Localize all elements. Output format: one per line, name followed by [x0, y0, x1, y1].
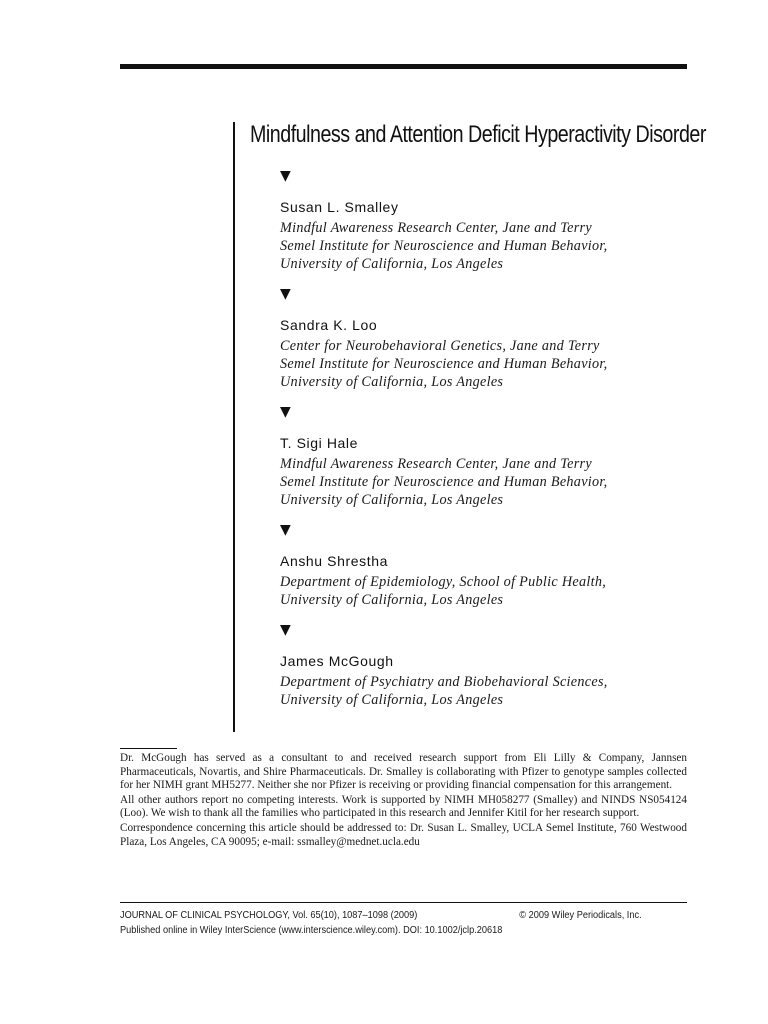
affiliation-line: Semel Institute for Neuroscience and Human Behavior,	[280, 238, 608, 254]
footnote-acknowledgment: All other authors report no competing interests. Work is supported by NIMH MH058277 (Smalley) and NINDS NS054124 (Loo). We wish to thank all the families who participated in this research and Jennifer Kitil for her research support.	[120, 793, 687, 820]
journal-citation: JOURNAL OF CLINICAL PSYCHOLOGY, Vol. 65(10), 1087–1098 (2009)	[120, 910, 418, 921]
triangle-marker-icon: ▼	[280, 622, 291, 638]
triangle-marker-icon: ▼	[280, 286, 291, 302]
author-affiliation	[280, 219, 700, 273]
author-affiliation	[280, 337, 700, 391]
affiliation-line: University of California, Los Angeles	[280, 256, 504, 272]
footnotes	[120, 752, 687, 850]
affiliation-line: Department of Epidemiology, School of Public Health,	[280, 574, 607, 590]
affiliation-line: University of California, Los Angeles	[280, 492, 504, 508]
affiliation-line: Center for Neurobehavioral Genetics, Jane and Terry	[280, 338, 600, 354]
author-name: Sandra K. Loo	[280, 317, 378, 333]
author-name: T. Sigi Hale	[280, 435, 359, 451]
footer-rule	[120, 902, 687, 903]
affiliation-line: University of California, Los Angeles	[280, 592, 504, 608]
author-block	[280, 283, 700, 391]
published-online-line: Published online in Wiley InterScience (www.interscience.wiley.com). DOI: 10.1002/jclp.20618	[120, 925, 503, 936]
footnote-disclosure: Dr. McGough has served as a consultant to and received research support from Eli Lilly & Company, Jannsen Pharmaceuticals, Novartis, and Shire Pharmaceuticals. Dr. Smalley is collaborating with Pfizer to genotype samples collected for her NIMH grant MH5277. Neither she nor Pfizer is receiving or providing financial compensation for this arrangement.	[120, 752, 687, 792]
affiliation-line: University of California, Los Angeles	[280, 374, 504, 390]
author-block	[280, 619, 700, 709]
footnote-correspondence: Correspondence concerning this article should be addressed to: Dr. Susan L. Smalley, UCLA Semel Institute, 760 Westwood Plaza, Los Angeles, CA 90095; e-mail: ssmalley@mednet.ucla.edu	[120, 821, 687, 848]
affiliation-line: Semel Institute for Neuroscience and Human Behavior,	[280, 356, 608, 372]
author-block	[280, 165, 700, 273]
author-affiliation	[280, 455, 700, 509]
author-name: James McGough	[280, 653, 394, 669]
triangle-marker-icon: ▼	[280, 168, 291, 184]
triangle-marker-icon: ▼	[280, 522, 291, 538]
author-affiliation	[280, 573, 700, 609]
affiliation-line: Mindful Awareness Research Center, Jane and Terry	[280, 456, 592, 472]
footnote-rule	[120, 748, 177, 749]
author-list	[280, 165, 700, 719]
title-side-rule	[233, 122, 235, 732]
affiliation-line: University of California, Los Angeles	[280, 692, 504, 708]
affiliation-line: Semel Institute for Neuroscience and Human Behavior,	[280, 474, 608, 490]
triangle-marker-icon: ▼	[280, 404, 291, 420]
author-name: Susan L. Smalley	[280, 199, 399, 215]
affiliation-line: Department of Psychiatry and Biobehavioral Sciences,	[280, 674, 608, 690]
journal-citation-line	[120, 910, 642, 921]
affiliation-line: Mindful Awareness Research Center, Jane and Terry	[280, 220, 592, 236]
article-title: Mindfulness and Attention Deficit Hyperactivity Disorder	[250, 121, 706, 148]
copyright-notice: © 2009 Wiley Periodicals, Inc.	[519, 910, 642, 921]
author-block	[280, 519, 700, 609]
author-affiliation	[280, 673, 700, 709]
top-rule	[120, 64, 687, 69]
author-name: Anshu Shrestha	[280, 553, 389, 569]
author-block	[280, 401, 700, 509]
